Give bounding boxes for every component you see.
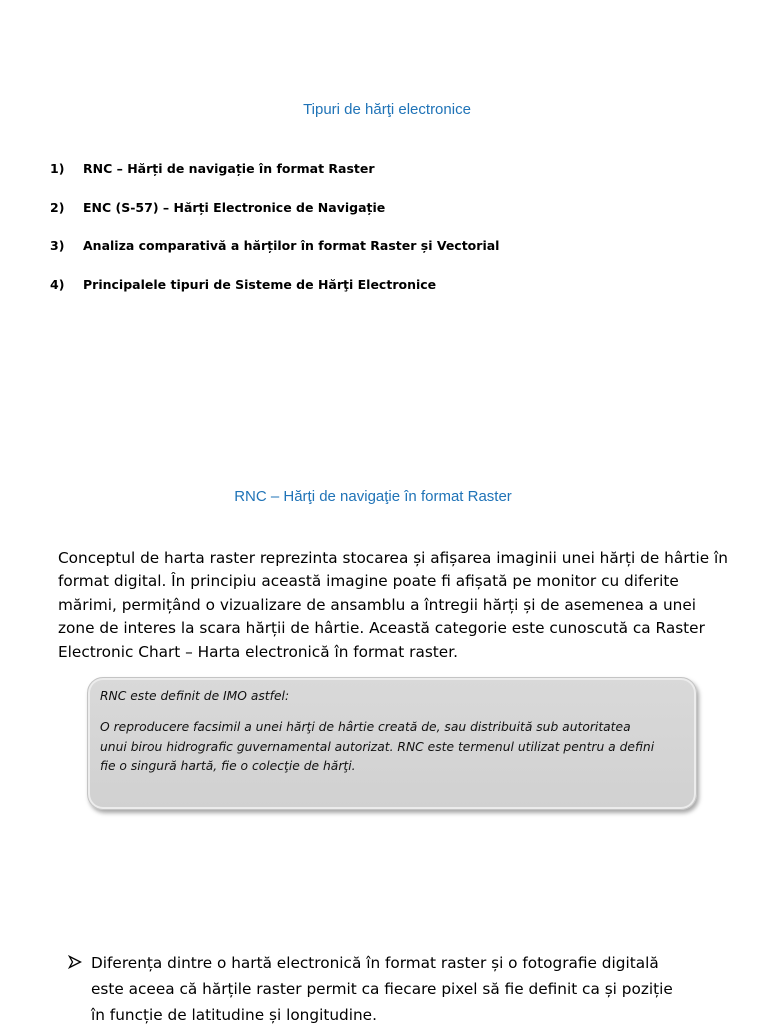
- list-item-text: ENC (S-57) – Hărți Electronice de Navigație: [83, 199, 386, 215]
- list-item-text: Principalele tipuri de Sisteme de Hărţi Electronice: [83, 276, 437, 292]
- list-item-number: 1): [50, 161, 65, 176]
- imo-definition-callout: [87, 677, 697, 810]
- list-item: [50, 277, 499, 316]
- list-item: [50, 200, 499, 239]
- list-item-text: RNC – Hărți de navigație în format Raster: [83, 161, 375, 176]
- list-item-number: 4): [50, 276, 65, 292]
- paragraph-line: mărimi, permițând o vizualizare de ansamblu a întregii hărți și de asemenea a unei: [58, 595, 697, 614]
- rnc-paragraph: [58, 547, 768, 664]
- list-item-text: Analiza comparativă a hărților în format Raster și Vectorial: [83, 238, 500, 253]
- section-title-rnc: RNC – Hărţi de navigaţie în format Raster: [234, 488, 512, 505]
- paragraph-line: format digital. În principiu această imagine poate fi afișată pe monitor cu diferite: [58, 572, 679, 591]
- section-title-tipuri: Tipuri de hărţi electronice: [303, 101, 471, 118]
- bullet-line: în funcție de latitudine și longitudine.: [91, 1006, 377, 1024]
- arrow-bullet-icon: [68, 955, 82, 969]
- bullet-line: este aceea că hărțile raster permit ca fiecare pixel să fie definit ca și poziție: [91, 980, 673, 998]
- callout-line: O reproducere facsimil a unei hărţi de hârtie creată de, sau distribuită sub autoritatea: [100, 720, 631, 734]
- callout-line: unui birou hidrografic guvernamental autorizat. RNC este termenul utilizat pentru a defini: [100, 739, 655, 754]
- callout-intro: RNC este definit de IMO astfel:: [100, 689, 290, 703]
- contents-list: [50, 161, 499, 315]
- bullet-line: Diferența dintre o hartă electronică în format raster și o fotografie digitală: [91, 954, 659, 972]
- bullet-text: [91, 950, 673, 1028]
- list-item-number: 3): [50, 238, 65, 253]
- list-item: [50, 238, 499, 277]
- paragraph-line: Conceptul de harta raster reprezinta stocarea și afișarea imaginii unei hărți de hârtie în: [58, 549, 728, 567]
- paragraph-line: zone de interes la scara hărții de hârtie. Această categorie este cunoscută ca Raster: [58, 619, 705, 638]
- paragraph-line: Electronic Chart – Harta electronică în format raster.: [58, 642, 458, 661]
- list-item-number: 2): [50, 199, 65, 215]
- callout-line: fie o singură hartă, fie o colecţie de hărţi.: [100, 759, 356, 773]
- callout-body: [100, 718, 654, 777]
- list-item: [50, 161, 499, 200]
